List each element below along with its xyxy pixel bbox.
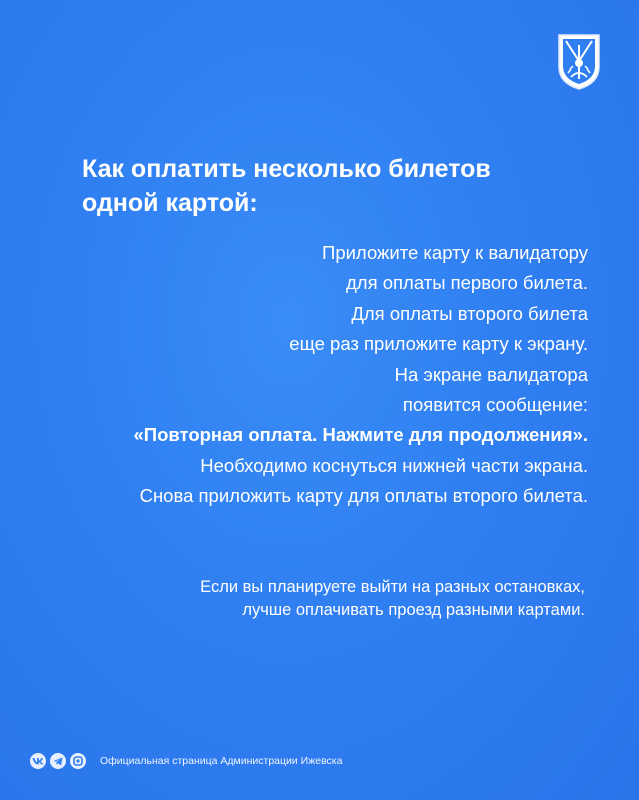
instruction-line: появится сообщение:	[402, 394, 588, 416]
instructions	[8, 238, 588, 512]
instruction-line: Приложите карту к валидатору	[322, 242, 588, 263]
instruction-line: Для оплаты второго билета	[351, 302, 588, 324]
instruction-line: Снова приложить карту для оплаты второго билета.	[139, 485, 588, 507]
city-coat-of-arms-icon	[556, 33, 602, 91]
instruction-line: Необходимо коснуться нижней части экрана.	[200, 454, 588, 476]
telegram-icon[interactable]	[50, 753, 66, 769]
instruction-line: еще раз приложите карту к экрану.	[289, 333, 588, 355]
instruction-line: На экране валидатора	[394, 363, 588, 385]
validator-message: «Повторная оплата. Нажмите для продолжения».	[133, 424, 588, 446]
title-line-1: Как оплатить несколько билетов	[82, 155, 491, 183]
advice-note	[25, 576, 585, 622]
vk-icon[interactable]	[30, 753, 46, 769]
page-title	[82, 152, 602, 220]
instruction-line: для оплаты первого билета.	[345, 272, 588, 294]
note-line-2: лучше оплачивать проезд разными картами.	[242, 601, 585, 619]
title-line-2: одной картой:	[82, 189, 258, 217]
footer-caption: Официальная страница Администрации Ижевска	[100, 755, 343, 767]
note-line-1: Если вы планируете выйти на разных остановках,	[200, 578, 585, 596]
odnoklassniki-icon[interactable]	[70, 753, 86, 769]
footer	[30, 752, 342, 770]
